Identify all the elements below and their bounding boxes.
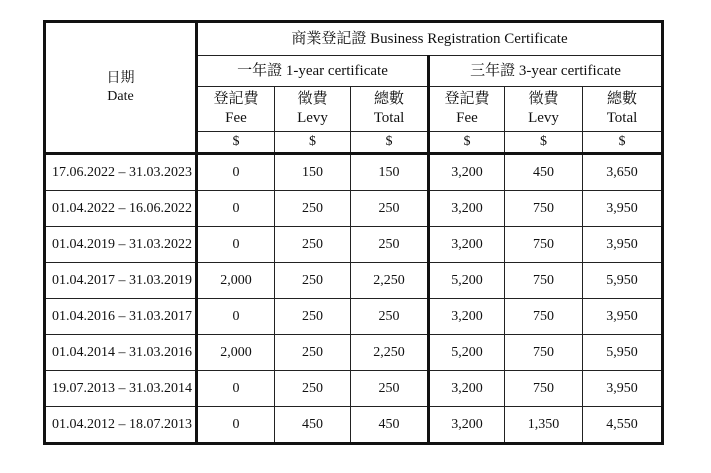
levy-3y: 750: [505, 299, 583, 335]
table-row: [45, 299, 663, 335]
fee-1y: 2,000: [197, 335, 275, 371]
date-range: 01.04.2019 – 31.03.2022: [45, 227, 197, 263]
col-header-en: Fee: [456, 110, 478, 126]
currency-symbol: $: [429, 132, 505, 154]
table-row: [45, 407, 663, 444]
col-header-en: Total: [606, 110, 638, 126]
levy-1y: 250: [275, 263, 351, 299]
fee-1y: 0: [197, 371, 275, 407]
date-range: 19.07.2013 – 31.03.2014: [45, 371, 197, 407]
date-column-header: [45, 22, 197, 154]
fee-3y: 3,200: [429, 154, 505, 191]
total-3y: 4,550: [583, 407, 663, 444]
total-1y: 450: [351, 407, 429, 444]
date-header-en: Date: [107, 88, 134, 104]
fee-1y: 0: [197, 407, 275, 444]
fee-table-container: [43, 20, 664, 445]
col-header-zh: 徵費: [528, 91, 559, 108]
fee-3y: 5,200: [429, 263, 505, 299]
levy-1y: 250: [275, 227, 351, 263]
levy-3y: 450: [505, 154, 583, 191]
col-header-zh: 總數: [373, 91, 404, 108]
date-range: 01.04.2017 – 31.03.2019: [45, 263, 197, 299]
table-row: [45, 154, 663, 191]
table-row: [45, 191, 663, 227]
total-3y: 3,950: [583, 191, 663, 227]
fee-3y: 3,200: [429, 407, 505, 444]
levy-1y: 450: [275, 407, 351, 444]
date-range: 01.04.2022 – 16.06.2022: [45, 191, 197, 227]
col-header-zh: 徵費: [297, 91, 328, 108]
col-header-fee-3y: [429, 87, 505, 132]
levy-1y: 250: [275, 191, 351, 227]
total-1y: 250: [351, 227, 429, 263]
col-header-levy-3y: [505, 87, 583, 132]
levy-3y: 750: [505, 191, 583, 227]
col-header-fee-1y: [197, 87, 275, 132]
levy-3y: 750: [505, 371, 583, 407]
currency-symbol: $: [275, 132, 351, 154]
col-header-zh: 登記費: [444, 91, 490, 108]
date-range: 01.04.2016 – 31.03.2017: [45, 299, 197, 335]
levy-1y: 250: [275, 299, 351, 335]
currency-symbol: $: [351, 132, 429, 154]
total-3y: 5,950: [583, 335, 663, 371]
levy-3y: 750: [505, 263, 583, 299]
total-1y: 150: [351, 154, 429, 191]
total-3y: 3,950: [583, 299, 663, 335]
table-row: [45, 227, 663, 263]
col-header-total-1y: [351, 87, 429, 132]
date-range: 01.04.2012 – 18.07.2013: [45, 407, 197, 444]
date-header-zh: 日期: [106, 71, 135, 86]
fee-1y: 0: [197, 299, 275, 335]
currency-symbol: $: [505, 132, 583, 154]
fee-3y: 3,200: [429, 299, 505, 335]
levy-3y: 750: [505, 227, 583, 263]
one-year-header: 一年證 1-year certificate: [197, 56, 429, 87]
registration-fee-table: [43, 20, 664, 445]
col-header-en: Levy: [528, 110, 559, 126]
levy-1y: 250: [275, 335, 351, 371]
date-range: 01.04.2014 – 31.03.2016: [45, 335, 197, 371]
total-1y: 250: [351, 371, 429, 407]
total-1y: 2,250: [351, 263, 429, 299]
fee-1y: 0: [197, 154, 275, 191]
fee-1y: 0: [197, 227, 275, 263]
col-header-en: Total: [373, 110, 405, 126]
total-1y: 2,250: [351, 335, 429, 371]
table-row: [45, 371, 663, 407]
date-range: 17.06.2022 – 31.03.2023: [45, 154, 197, 191]
col-header-total-3y: [583, 87, 663, 132]
three-year-header: 三年證 3-year certificate: [429, 56, 663, 87]
currency-symbol: $: [583, 132, 663, 154]
fee-3y: 3,200: [429, 191, 505, 227]
col-header-en: Fee: [225, 110, 247, 126]
total-3y: 5,950: [583, 263, 663, 299]
fee-1y: 2,000: [197, 263, 275, 299]
total-3y: 3,950: [583, 227, 663, 263]
levy-1y: 250: [275, 371, 351, 407]
levy-3y: 750: [505, 335, 583, 371]
group-title: 商業登記證 Business Registration Certificate: [197, 22, 663, 56]
total-1y: 250: [351, 191, 429, 227]
total-1y: 250: [351, 299, 429, 335]
fee-1y: 0: [197, 191, 275, 227]
col-header-zh: 總數: [606, 91, 637, 108]
total-3y: 3,950: [583, 371, 663, 407]
fee-3y: 3,200: [429, 227, 505, 263]
fee-3y: 3,200: [429, 371, 505, 407]
currency-symbol: $: [197, 132, 275, 154]
table-row: [45, 335, 663, 371]
levy-1y: 150: [275, 154, 351, 191]
col-header-en: Levy: [297, 110, 328, 126]
total-3y: 3,650: [583, 154, 663, 191]
col-header-levy-1y: [275, 87, 351, 132]
fee-3y: 5,200: [429, 335, 505, 371]
col-header-zh: 登記費: [213, 91, 259, 108]
table-row: [45, 263, 663, 299]
levy-3y: 1,350: [505, 407, 583, 444]
